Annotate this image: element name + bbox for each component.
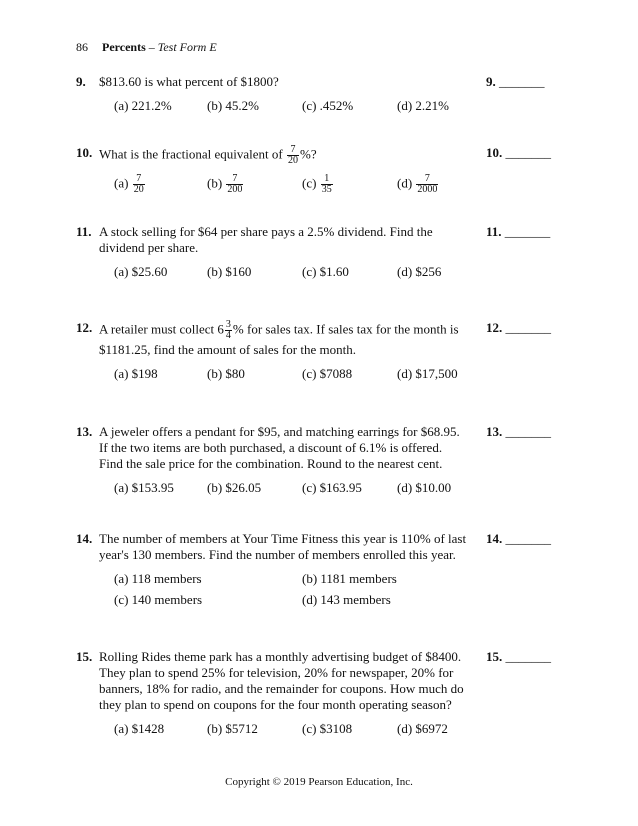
question-number: 9. (76, 74, 86, 89)
question-text: The number of members at Your Time Fitness this year is 110% of last year's 130 members. Find the number of members enrolled this year. (99, 531, 467, 562)
choice-d[interactable]: (d) 2.21% (397, 98, 449, 113)
answer-field[interactable]: 15. _______ (486, 649, 551, 664)
question-11 (76, 224, 551, 280)
question-number: 14. (76, 531, 93, 546)
choice-a[interactable]: (a) $\frac{7}{20}$ (114, 173, 144, 195)
choice-a[interactable]: (a) 118 members (114, 571, 202, 586)
choice-d[interactable]: (d) $6972 (397, 721, 448, 736)
choices (114, 98, 546, 114)
fraction: $\frac{7}{20}$ (287, 144, 298, 166)
choice-b[interactable]: (b) $26.05 (207, 480, 262, 495)
choice-a[interactable]: (a) $153.95 (114, 480, 174, 495)
question-14 (76, 531, 551, 608)
answer-field[interactable]: 10. _______ (486, 145, 551, 160)
choice-b[interactable]: (b) $5712 (207, 721, 258, 736)
question-text: A stock selling for $64 per share pays a 2.5% dividend. Find the dividend per share. (99, 224, 433, 255)
choice-c[interactable]: (c) $\frac{1}{35}$ (302, 173, 332, 195)
header-dash: – (145, 40, 158, 54)
choice-d[interactable]: (d) $10.00 (397, 480, 452, 495)
choice-a[interactable]: (a) 221.2% (114, 98, 172, 113)
choice-d[interactable]: (d) $17,500 (397, 366, 458, 381)
answer-field[interactable]: 13. _______ (486, 424, 551, 439)
choices-row-2 (114, 592, 546, 608)
question-text: $813.60 is what percent of $1800? (99, 74, 279, 89)
choice-a[interactable]: (a) $1428 (114, 721, 165, 736)
choice-d[interactable]: (d) $256 (397, 264, 442, 279)
question-text: A retailer must collect 6 $\frac{3}{4}$ % for sales tax. If sales tax for the month is $1181.25, find the amount of sales for the month. (99, 319, 459, 357)
choice-c[interactable]: (c) .452% (302, 98, 354, 113)
choice-a[interactable]: (a) $25.60 (114, 264, 168, 279)
question-text: What is the fractional equivalent of $\frac{7}{20}$ %? (99, 144, 317, 166)
choice-b[interactable]: (b) 45.2% (207, 98, 259, 113)
question-number: 13. (76, 424, 93, 439)
fraction: $\frac{3}{4}$ (225, 319, 231, 341)
choice-c[interactable]: (c) $7088 (302, 366, 353, 381)
answer-field[interactable]: 11. _______ (486, 224, 551, 239)
choice-b[interactable]: (b) $160 (207, 264, 252, 279)
answer-field[interactable]: 12. _______ (486, 320, 551, 335)
choices-row-1 (114, 571, 546, 587)
choice-b[interactable]: (b) 1181 members (302, 571, 397, 586)
choice-d[interactable]: (d) $\frac{7}{2000}$ (397, 173, 438, 195)
choices (114, 721, 546, 737)
choice-c[interactable]: (c) $3108 (302, 721, 353, 736)
page-header (76, 40, 217, 55)
question-number: 15. (76, 649, 93, 664)
question-text: A jeweler offers a pendant for $95, and matching earrings for $68.95. If the two items are both purchased, a discount of 6.1% is offered. Find the sale price for the combination. Round to the nearest cent. (99, 424, 460, 471)
choice-c[interactable]: (c) 140 members (114, 592, 203, 607)
question-15 (76, 649, 551, 737)
section-title: Percents (102, 40, 146, 54)
answer-field[interactable]: 14. _______ (486, 531, 551, 546)
question-number: 12. (76, 320, 93, 335)
question-number: 11. (76, 224, 92, 239)
answer-field[interactable]: 9. _______ (486, 74, 545, 89)
copyright-footer: Copyright © 2019 Pearson Education, Inc. (225, 776, 413, 788)
page-number: 86 (76, 40, 88, 54)
question-9 (76, 74, 546, 114)
choice-c[interactable]: (c) $1.60 (302, 264, 349, 279)
question-13 (76, 424, 551, 496)
choices (114, 480, 546, 496)
choices (114, 366, 546, 382)
choices (114, 174, 546, 194)
question-10 (76, 144, 551, 195)
question-12 (76, 319, 551, 382)
choice-b[interactable]: (b) $\frac{7}{200}$ (207, 173, 243, 195)
choice-c[interactable]: (c) $163.95 (302, 480, 362, 495)
choice-d[interactable]: (d) 143 members (302, 592, 391, 607)
choice-a[interactable]: (a) $198 (114, 366, 158, 381)
choices (114, 264, 546, 280)
question-text: Rolling Rides theme park has a monthly advertising budget of $8400. They plan to spend 25% for television, 20% for newspaper, 20% for banners, 18% for radio, and the remainder for coupons. How much do they plan to spend on coupons for the four month operating season? (99, 649, 464, 712)
choice-b[interactable]: (b) $80 (207, 366, 245, 381)
test-form-label: Test Form E (157, 40, 217, 54)
question-number: 10. (76, 145, 93, 160)
